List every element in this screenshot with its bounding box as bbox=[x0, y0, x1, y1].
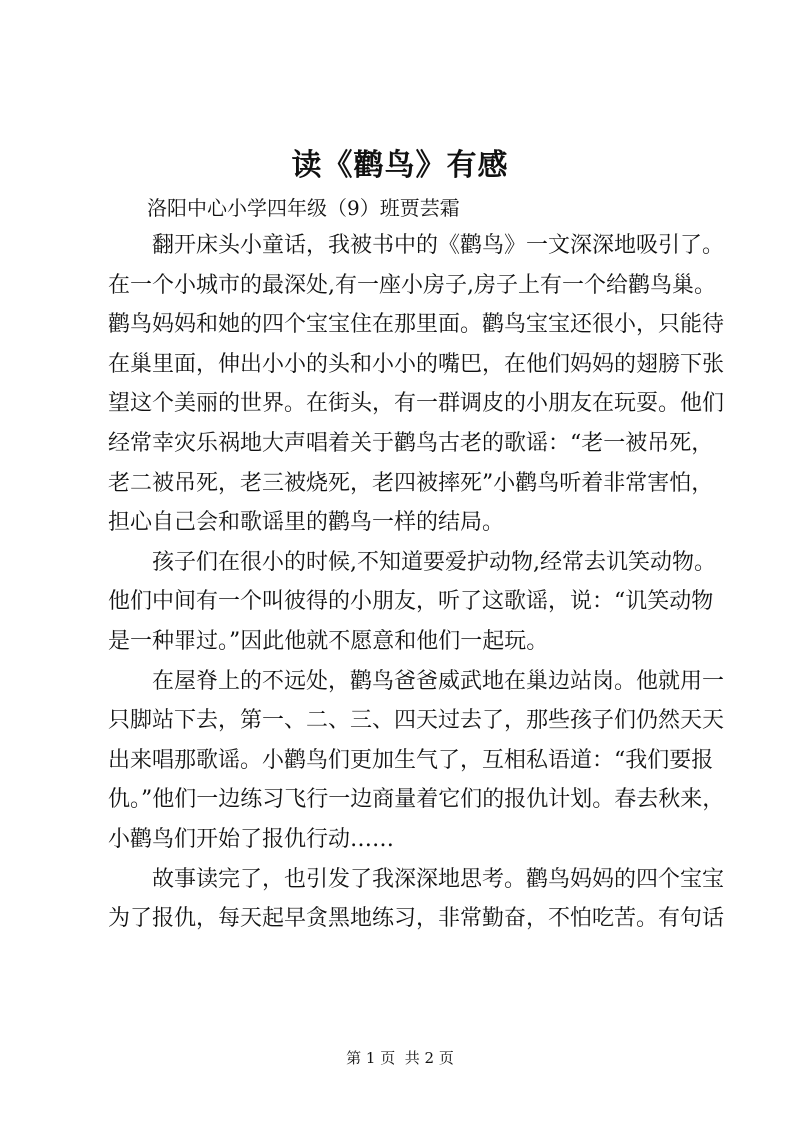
text-line: 翻开床头小童话，我被书中的《鹳鸟》一文深深地吸引了。 bbox=[152, 233, 725, 258]
document-body bbox=[108, 226, 725, 939]
text-line: 老二被吊死，老三被烧死，老四被摔死”小鹳鸟听着非常害怕， bbox=[108, 470, 714, 496]
document-title: 读《鹳鸟》有感 bbox=[291, 148, 509, 183]
text-line: 故事读完了，也引发了我深深地思考。鹳鸟妈妈的四个宝宝 bbox=[152, 866, 725, 892]
text-line: 望这个美丽的世界。在街头，有一群调皮的小朋友在玩耍。他们 bbox=[108, 391, 725, 417]
text-line: 出来唱那歌谣。小鹳鸟们更加生气了，互相私语道：“我们要报 bbox=[108, 747, 714, 773]
paragraph bbox=[108, 226, 725, 543]
text-line: 担心自己会和歌谣里的鹳鸟一样的结局。 bbox=[108, 510, 505, 536]
text-line: 在一个小城市的最深处,有一座小房子,房子上有一个给鹳鸟巢。 bbox=[108, 272, 716, 298]
text-line: 为了报仇，每天起早贪黑地练习，非常勤奋，不怕吃苦。有句话 bbox=[108, 906, 725, 932]
text-line: 经常幸灾乐祸地大声唱着关于鹳鸟古老的歌谣：“老一被吊死， bbox=[108, 430, 714, 456]
author-line: 洛阳中心小学四年级（9）班贾芸霜 bbox=[147, 196, 460, 220]
paragraph bbox=[108, 860, 725, 939]
paragraph bbox=[108, 662, 725, 860]
text-line: 他们中间有一个叫彼得的小朋友，听了这歌谣，说：“讥笑动物 bbox=[108, 589, 714, 615]
text-line: 鹳鸟妈妈和她的四个宝宝住在那里面。鹳鸟宝宝还很小，只能待 bbox=[108, 312, 725, 338]
text-line: 是一种罪过。”因此他就不愿意和他们一起玩。 bbox=[108, 628, 549, 654]
text-line: 只脚站下去，第一、二、三、四天过去了，那些孩子们仍然天天 bbox=[108, 708, 725, 734]
text-line: 仇。”他们一边练习飞行一边商量着它们的报仇计划。春去秋来， bbox=[108, 787, 725, 813]
text-line: 小鹳鸟们开始了报仇行动…… bbox=[108, 826, 395, 852]
page-number-footer: 第 1 页 共 2 页 bbox=[346, 1049, 454, 1067]
text-line: 在巢里面，伸出小小的头和小小的嘴巴，在他们妈妈的翅膀下张 bbox=[108, 351, 725, 377]
text-line: 孩子们在很小的时候,不知道要爱护动物,经常去讥笑动物。 bbox=[152, 549, 716, 575]
paragraph bbox=[108, 543, 716, 662]
text-line: 在屋脊上的不远处，鹳鸟爸爸威武地在巢边站岗。他就用一 bbox=[152, 668, 725, 694]
